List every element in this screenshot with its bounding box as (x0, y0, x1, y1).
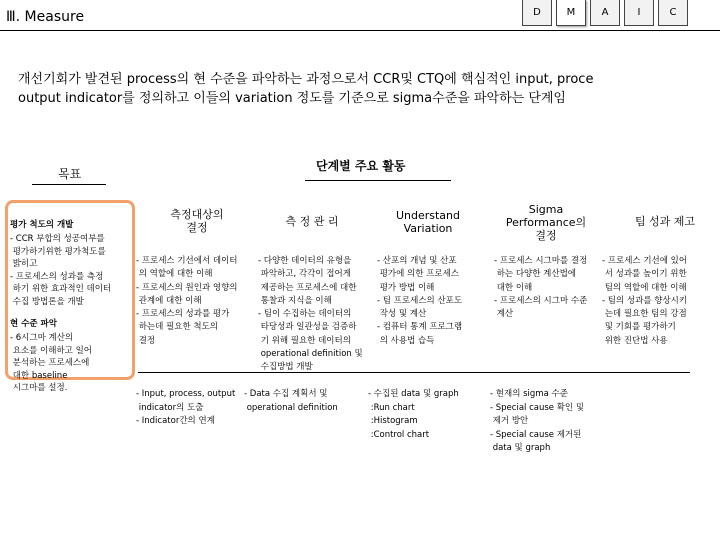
activity-title-sigma-performance: Sigma Performance의 결정 (505, 203, 587, 242)
header-divider (0, 30, 720, 31)
activity-body-team-performance: - 프로세스 기선에 있어 서 성과를 높이기 위한 팀의 역할에 대한 이해 - 팀의 성과를 향상시키 는데 필요한 팀의 강점 및 기회를 평가하기 위한 진단법 사용 (602, 256, 688, 346)
tab-c[interactable]: C (658, 0, 688, 26)
activities-heading-underline (305, 180, 451, 181)
goal-heading: 목표 (58, 167, 82, 181)
output-understand-variation: - 수집된 data 및 graph :Run chart :Histogram :Control chart (368, 389, 459, 440)
goal-heading-underline (32, 184, 106, 185)
activity-body-measure-target: - 프로세스 기선에서 데이터 의 역할에 대한 이해 - 프로세스의 원인과 영향의 관계에 대한 이해 - 프로세스의 성과를 평가 하는데 필요한 척도의 결정 (136, 256, 238, 346)
activity-title-measure-management: 측 정 관 리 (285, 215, 339, 228)
intro-line-1: 개선기회가 발견된 process의 현 수준을 파악하는 과정으로서 CCR및 CTQ에 핵심적인 input, proce (18, 72, 594, 87)
activity-title-measure-target: 측정대상의 결정 (170, 208, 224, 234)
goal-section1-title: 평가 척도의 개발 (10, 220, 74, 230)
page-section-title: Ⅲ. Measure (6, 9, 85, 25)
goal-section2-title: 현 수준 파악 (10, 319, 57, 329)
tab-a[interactable]: A (590, 0, 620, 26)
output-sigma-performance: - 현재의 sigma 수준 - Special cause 확인 및 제거 방안 - Special cause 제거된 data 및 graph (490, 389, 585, 453)
goal-section1-body: - CCR 부합의 성공여부를 평가하기위한 평가척도를 밝히고 - 프로세스의 성과를 측정 하기 위한 효과적인 데이터 수집 방법론을 개발 (10, 234, 112, 307)
activity-body-sigma-performance: - 프로세스 시그마를 결정 하는 다양한 계산법에 대한 이해 - 프로세스의 시그마 수준 계산 (494, 256, 588, 320)
output-measure-management: - Data 수집 계획서 및 operational definition (244, 389, 338, 413)
outputs-divider (138, 372, 690, 373)
activity-title-team-performance: 팀 성과 제고 (634, 215, 696, 228)
goal-box (5, 200, 135, 393)
activity-body-understand-variation: - 산포의 개념 및 산포 평가에 의한 프로세스 평가 방법 이해 - 팀 프로세스의 산포도 작성 및 계산 - 컴퓨터 통계 프로그램 의 사용법 습득 (377, 256, 463, 346)
tab-d[interactable]: D (522, 0, 552, 26)
activities-heading: 단계별 주요 활동 (316, 159, 406, 173)
activity-body-measure-management: - 다양한 데이터의 유형을 파악하고, 각각이 접어게 제공하는 프로세스에 대한 통찰과 지식을 이해 - 팀이 수집하는 데이터의 타당성과 일관성을 검증하 기 위해 필요한 데이터의 operational definition 및 수집방법 개발 (258, 256, 363, 373)
intro-line-2: output indicator를 정의하고 이들의 variation 정도를 기준으로 sigma수준을 파악하는 단계임 (18, 91, 566, 106)
tab-i[interactable]: I (624, 0, 654, 26)
goal-section2-body: - 6시그마 계산의 요소를 이해하고 일어 분석하는 프로세스에 대한 baseline 시그마를 설정. (10, 333, 93, 393)
intro-paragraph (18, 70, 720, 108)
activity-title-understand-variation: Understand Variation (395, 209, 461, 235)
tab-m[interactable]: M (556, 0, 586, 26)
output-measure-target: - Input, process, output indicator의 도출 - Indicator간의 연계 (136, 389, 236, 426)
